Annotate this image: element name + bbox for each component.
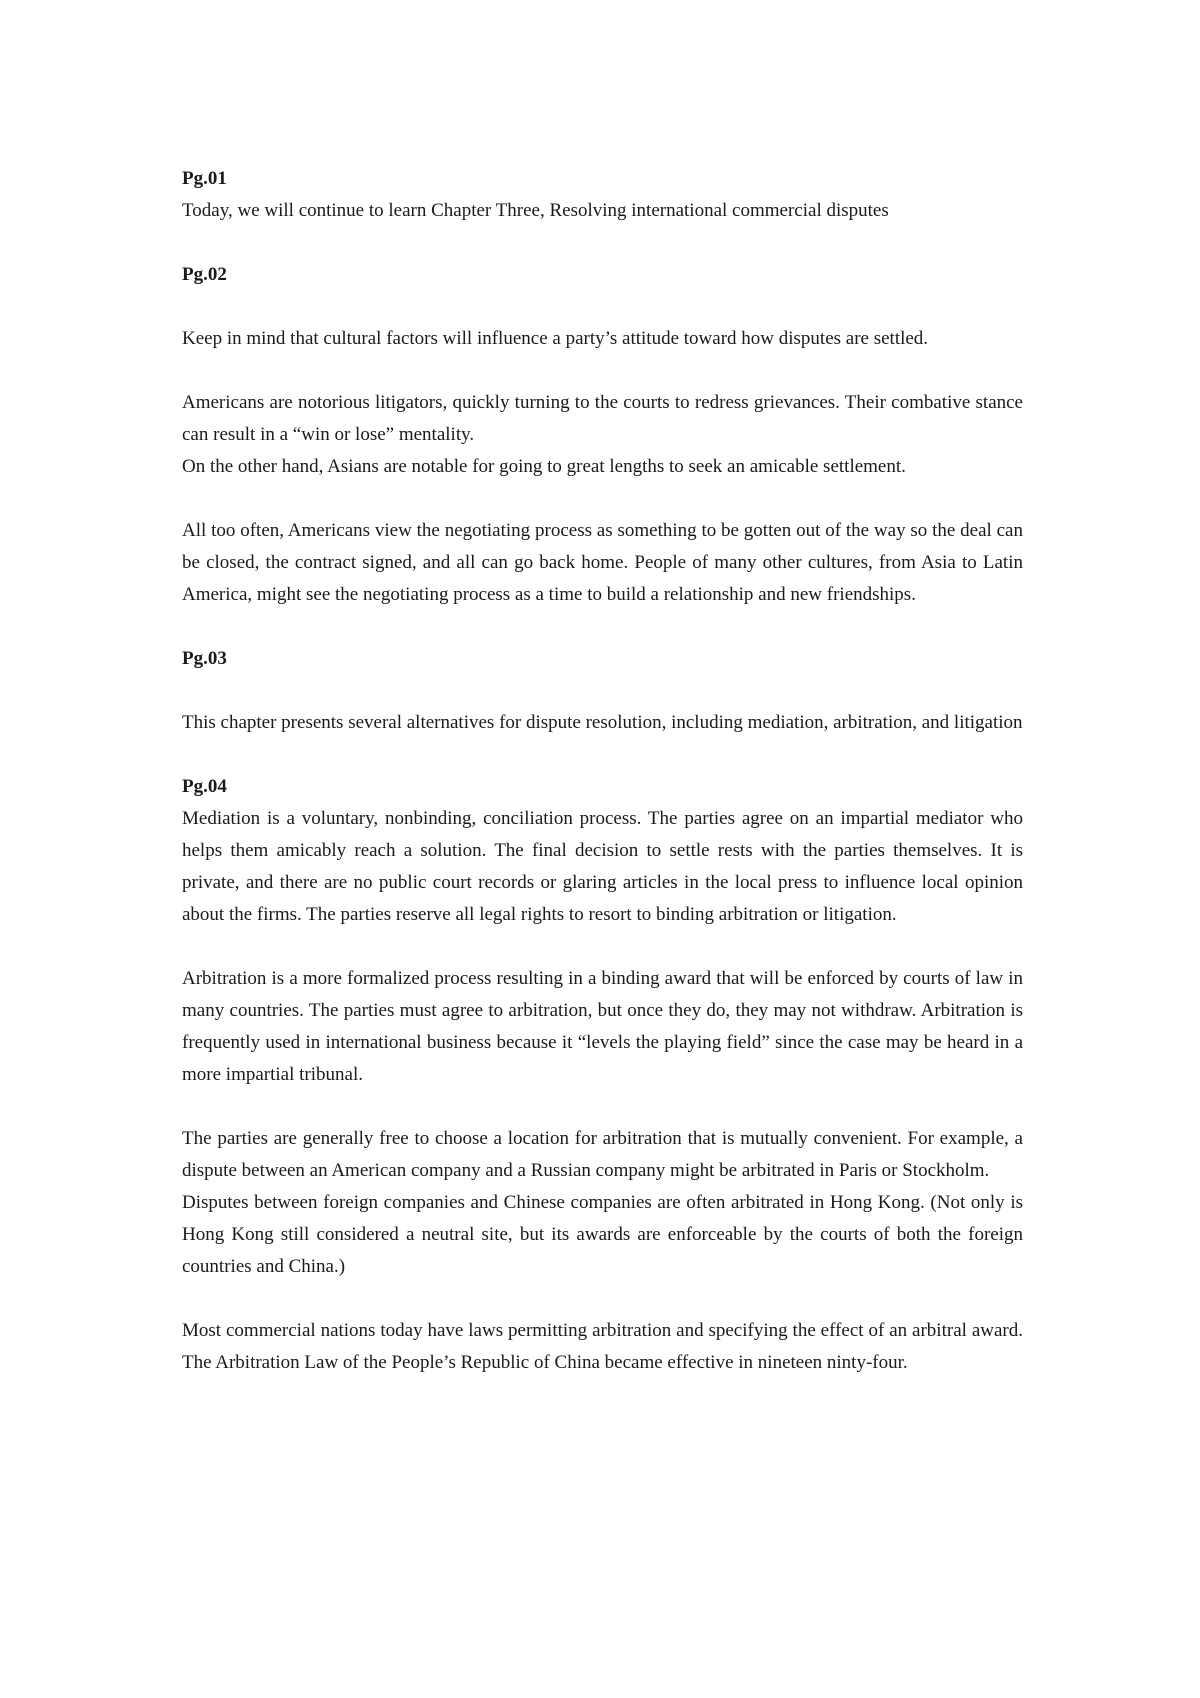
pg04-paragraph-3: The parties are generally free to choose a location for arbitration that is mutually convenient. For example, a dispute between an American company and a Russian company might be arbitrated in Paris or Stockholm. xyxy=(182,1128,1023,1181)
pg04-paragraph-2: Arbitration is a more formalized process resulting in a binding award that will be enforced by courts of law in many countries. The parties must agree to arbitration, but once they do, they may not withdraw. Arbitration is frequently used in international business because it “levels the playing field” since the case may be heard in a more impartial tribunal. xyxy=(182,968,1023,1085)
spacer xyxy=(182,739,1023,771)
pg04-paragraph-1: Mediation is a voluntary, nonbinding, conciliation process. The parties agree on an impartial mediator who helps them amicably reach a solution. The final decision to settle rests with the parties themselves. It is private, and there are no public court records or glaring articles in the local press to influence local opinion about the firms. The parties reserve all legal rights to resort to binding arbitration or litigation. xyxy=(182,808,1023,925)
pg02-paragraph-1: Keep in mind that cultural factors will influence a party’s attitude toward how disputes are settled. xyxy=(182,328,929,349)
spacer xyxy=(182,675,1023,707)
pg01-paragraph-1: Today, we will continue to learn Chapter Three, Resolving international commercial disputes xyxy=(182,200,889,221)
pg02-paragraph-3: On the other hand, Asians are notable for going to great lengths to seek an amicable settlement. xyxy=(182,456,906,477)
pg03-paragraph-1: This chapter presents several alternatives for dispute resolution, including mediation, arbitration, and litigation xyxy=(182,712,1023,733)
section-heading-pg03: Pg.03 xyxy=(182,648,227,669)
section-heading-pg02: Pg.02 xyxy=(182,264,227,285)
spacer xyxy=(182,1091,1023,1123)
spacer xyxy=(182,931,1023,963)
pg04-paragraph-4: Disputes between foreign companies and Chinese companies are often arbitrated in Hong Kong. (Not only is Hong Kong still considered a neutral site, but its awards are enforceable by the courts of both the foreign countries and China.) xyxy=(182,1192,1023,1277)
spacer xyxy=(182,611,1023,643)
pg02-paragraph-2: Americans are notorious litigators, quickly turning to the courts to redress grievances. Their combative stance can result in a “win or lose” mentality. xyxy=(182,392,1023,445)
section-heading-pg01: Pg.01 xyxy=(182,168,227,189)
pg02-paragraph-4: All too often, Americans view the negotiating process as something to be gotten out of the way so the deal can be closed, the contract signed, and all can go back home. People of many other cultures, from Asia to Latin America, might see the negotiating process as a time to build a relationship and new friendships. xyxy=(182,520,1023,605)
spacer xyxy=(182,227,1023,259)
pg04-paragraph-5: Most commercial nations today have laws permitting arbitration and specifying the effect of an arbitral award. The Arbitration Law of the People’s Republic of China became effective in nineteen ninty-four. xyxy=(182,1320,1023,1373)
document-body xyxy=(182,163,1023,1379)
spacer xyxy=(182,355,1023,387)
spacer xyxy=(182,291,1023,323)
section-heading-pg04: Pg.04 xyxy=(182,776,227,797)
spacer xyxy=(182,483,1023,515)
spacer xyxy=(182,1283,1023,1315)
